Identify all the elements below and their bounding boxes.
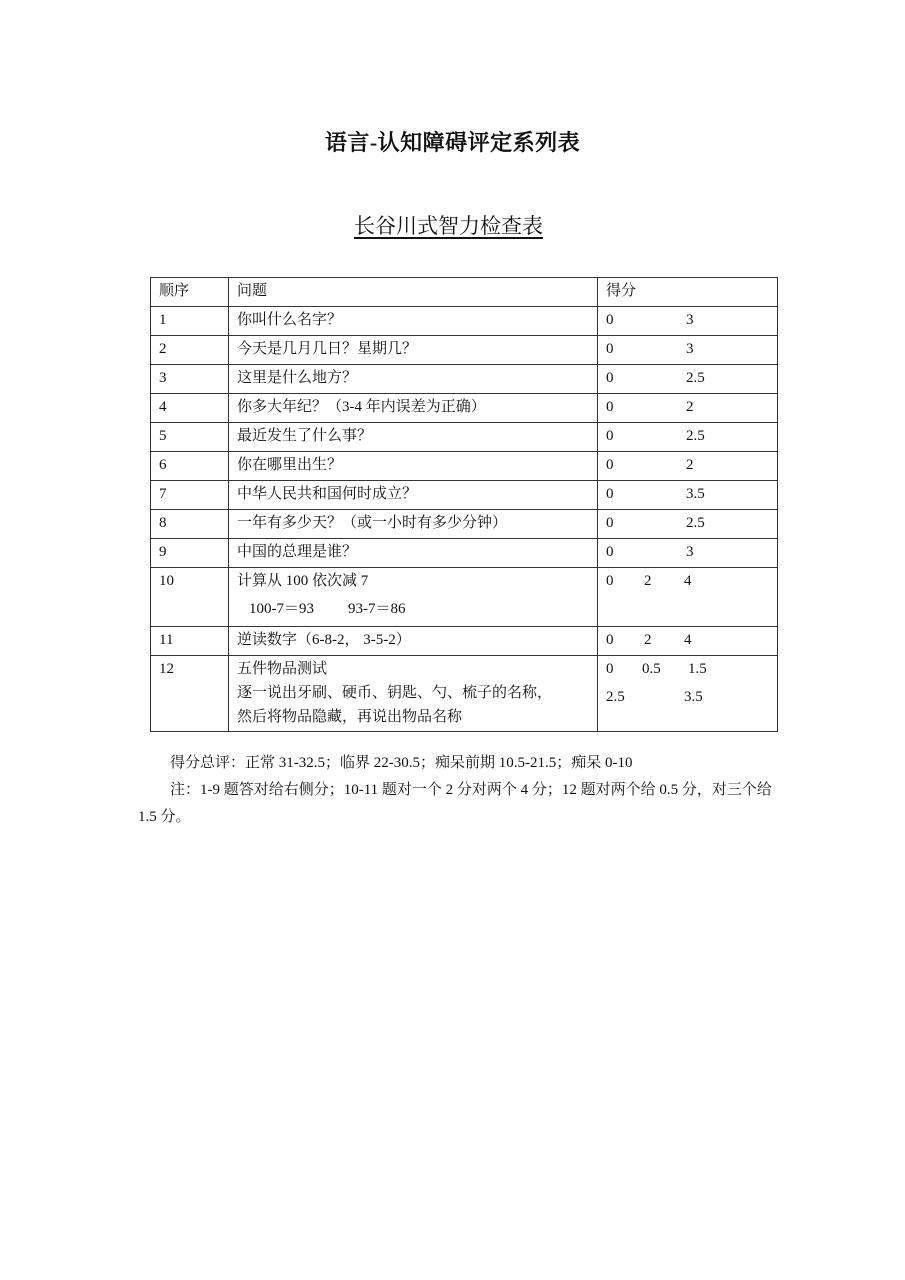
row-score	[598, 423, 778, 452]
row-question	[229, 568, 598, 627]
table-row	[151, 394, 778, 423]
score-value: 2	[644, 632, 652, 648]
calc-a: 100-7＝93	[249, 601, 314, 617]
table-row	[151, 568, 778, 627]
row-question: 逆读数字（6-8-2， 3-5-2）	[229, 627, 598, 656]
row-number: 9	[151, 539, 229, 568]
row-score	[598, 452, 778, 481]
row-number: 6	[151, 452, 229, 481]
row-score	[598, 307, 778, 336]
table-title	[0, 210, 897, 240]
row-number: 8	[151, 510, 229, 539]
header-question: 问题	[229, 278, 598, 307]
row-question: 中国的总理是谁？	[229, 539, 598, 568]
score-value: 2	[644, 573, 652, 589]
table-row	[151, 627, 778, 656]
row-question: 今天是几月几日？星期几？	[229, 336, 598, 365]
table-row	[151, 539, 778, 568]
score-value: 4	[684, 573, 692, 589]
score-value: 0	[606, 573, 614, 589]
table-row	[151, 365, 778, 394]
table-row	[151, 336, 778, 365]
score-max: 2.5	[686, 370, 705, 386]
row-question: 你多大年纪？（3-4 年内误差为正确）	[229, 394, 598, 423]
row-question: 一年有多少天？（或一小时有多少分钟）	[229, 510, 598, 539]
question-line: 逐一说出牙刷、硬币、钥匙、勺、梳子的名称，	[237, 685, 553, 701]
row-number: 1	[151, 307, 229, 336]
row-score	[598, 539, 778, 568]
row-question: 你叫什么名字？	[229, 307, 598, 336]
score-table	[150, 277, 778, 732]
row-score	[598, 365, 778, 394]
question-line: 五件物品测试	[237, 661, 328, 677]
document-title: 语言-认知障碍评定系列表	[324, 130, 581, 155]
score-summary: 得分总评：正常 31-32.5；临界 22-30.5；痴呆前期 10.5-21.5；痴呆 0-10	[170, 755, 633, 771]
score-max: 3	[686, 341, 694, 357]
score-max: 2	[686, 457, 694, 473]
score-min: 0	[606, 341, 614, 357]
score-min: 0	[606, 312, 614, 328]
row-score	[598, 510, 778, 539]
question-line: 然后将物品隐藏，再说出物品名称	[237, 709, 463, 725]
table-header-row	[151, 278, 778, 307]
row-score	[598, 627, 778, 656]
score-value: 3.5	[684, 689, 703, 705]
score-max: 3	[686, 312, 694, 328]
question-line: 计算从 100 依次减 7	[237, 573, 369, 589]
score-min: 0	[606, 399, 614, 415]
score-max: 3.5	[686, 486, 705, 502]
row-question	[229, 656, 598, 732]
score-min: 0	[606, 515, 614, 531]
calc-b: 93-7＝86	[348, 601, 406, 617]
row-score	[598, 656, 778, 732]
row-number: 2	[151, 336, 229, 365]
score-min: 0	[606, 370, 614, 386]
row-score	[598, 394, 778, 423]
table-title-text: 长谷川式智力检查表	[354, 214, 543, 238]
row-number: 11	[151, 627, 229, 656]
row-number: 12	[151, 656, 229, 732]
table-row	[151, 423, 778, 452]
row-question: 这里是什么地方？	[229, 365, 598, 394]
score-value: 1.5	[688, 661, 707, 677]
score-min: 0	[606, 457, 614, 473]
row-question: 最近发生了什么事？	[229, 423, 598, 452]
score-max: 2.5	[686, 515, 705, 531]
row-number: 10	[151, 568, 229, 627]
table-row	[151, 452, 778, 481]
row-question: 中华人民共和国何时成立？	[229, 481, 598, 510]
score-value: 4	[684, 632, 692, 648]
score-max: 2.5	[686, 428, 705, 444]
score-value: 2.5	[606, 689, 625, 705]
score-value: 0.5	[642, 661, 661, 677]
table-row	[151, 481, 778, 510]
score-value: 0	[606, 632, 614, 648]
header-score: 得分	[598, 278, 778, 307]
calc-examples	[237, 599, 589, 620]
row-number: 7	[151, 481, 229, 510]
row-score	[598, 568, 778, 627]
table-row	[151, 510, 778, 539]
header-order: 顺序	[151, 278, 229, 307]
table-row	[151, 656, 778, 732]
row-number: 5	[151, 423, 229, 452]
score-min: 0	[606, 428, 614, 444]
score-min: 0	[606, 544, 614, 560]
score-max: 2	[686, 399, 694, 415]
row-score	[598, 336, 778, 365]
row-question: 你在哪里出生？	[229, 452, 598, 481]
score-value: 0	[606, 661, 614, 677]
row-number: 4	[151, 394, 229, 423]
row-score	[598, 481, 778, 510]
table-row	[151, 307, 778, 336]
score-max: 3	[686, 544, 694, 560]
row-number: 3	[151, 365, 229, 394]
score-min: 0	[606, 486, 614, 502]
notes-section	[138, 750, 778, 831]
scoring-note: 注：1-9 题答对给右侧分；10-11 题对一个 2 分对两个 4 分；12 题对两个给 0.5 分，对三个给 1.5 分。	[138, 782, 772, 825]
